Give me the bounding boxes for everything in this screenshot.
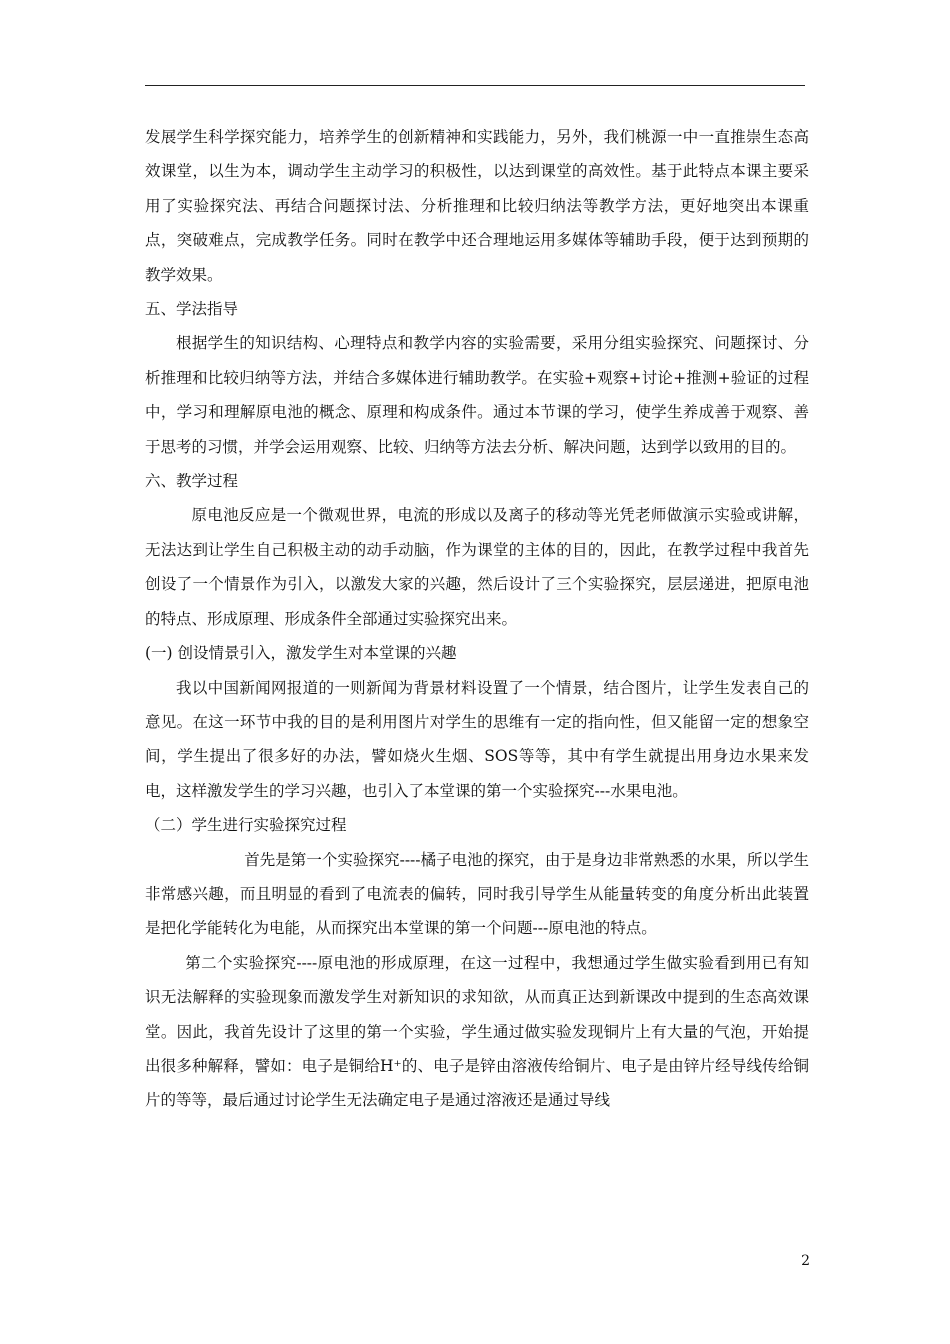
paragraph-scenario: 我以中国新闻网报道的一则新闻为背景材料设置了一个情景，结合图片，让学生发表自己的意见。在这一环节中我的目的是利用图片对学生的思维有一定的指向性，但又能留一定的想象空间，学生提出了很多好的办法，譬如烧火生烟、SOS等等，其中有学生就提出用身边水果来发电，这样激发学生的学习兴趣，也引入了本堂课的第一个实验探究---水果电池。 [145, 678, 809, 800]
header-rule [145, 85, 805, 86]
document-body [145, 120, 809, 1118]
paragraph-second-experiment: 第二个实验探究----原电池的形成原理，在这一过程中，我想通过学生做实验看到用已有知识无法解释的实验现象而激发学生对新知识的求知欲，从而真正达到新课改中提到的生态高效课堂。因此，我首先设计了这里的第一个实验，学生通过做实验发现铜片上有大量的气泡，开始提出很多种解释，譬如：电子是铜给H⁺的、电子是锌由溶液传给铜片、电子是由锌片经导线传给铜片的等等，最后通过讨论学生无法确定电子是通过溶液还是通过导线 [145, 953, 809, 1110]
subsection-heading-experiments: （二）学生进行实验探究过程 [145, 816, 347, 835]
page-number: 2 [801, 1253, 810, 1269]
paragraph-study-guidance: 根据学生的知识结构、心理特点和教学内容的实验需要，采用分组实验探究、问题探讨、分析推理和比较归纳等方法，并结合多媒体进行辅助教学。在实验+观察+讨论+推测+验证的过程中，学习和理解原电池的概念、原理和构成条件。通过本节课的学习，使学生养成善于观察、善于思考的习惯，并学会运用观察、比较、归纳等方法去分析、解决问题，达到学以致用的目的。 [145, 334, 809, 456]
section-heading-teaching-process: 六、教学过程 [145, 472, 239, 491]
paragraph-first-experiment: 首先是第一个实验探究----橘子电池的探究，由于是身边非常熟悉的水果，所以学生非常感兴趣，而且明显的看到了电流表的偏转，同时我引导学生从能量转变的角度分析出此装置是把化学能转化为电能，从而探究出本堂课的第一个问题---原电池的特点。 [145, 850, 809, 938]
subsection-heading-scenario: (一) 创设情景引入，激发学生对本堂课的兴趣 [145, 644, 457, 663]
section-heading-study-guidance: 五、学法指导 [145, 300, 239, 319]
paragraph-teaching-methods: 发展学生科学探究能力，培养学生的创新精神和实践能力，另外，我们桃源一中一直推崇生态高效课堂，以生为本，调动学生主动学习的积极性，以达到课堂的高效性。基于此特点本课主要采用了实验探究法、再结合问题探讨法、分析推理和比较归纳法等教学方法，更好地突出本课重点，突破难点，完成教学任务。同时在教学中还合理地运用多媒体等辅助手段，便于达到预期的教学效果。 [145, 128, 809, 284]
paragraph-teaching-process: 原电池反应是一个微观世界，电流的形成以及离子的移动等光凭老师做演示实验或讲解，无法达到让学生自己积极主动的动手动脑，作为课堂的主体的目的，因此，在教学过程中我首先创设了一个情景作为引入，以激发大家的兴趣，然后设计了三个实验探究，层层递进，把原电池的特点、形成原理、形成条件全部通过实验探究出来。 [145, 506, 809, 628]
